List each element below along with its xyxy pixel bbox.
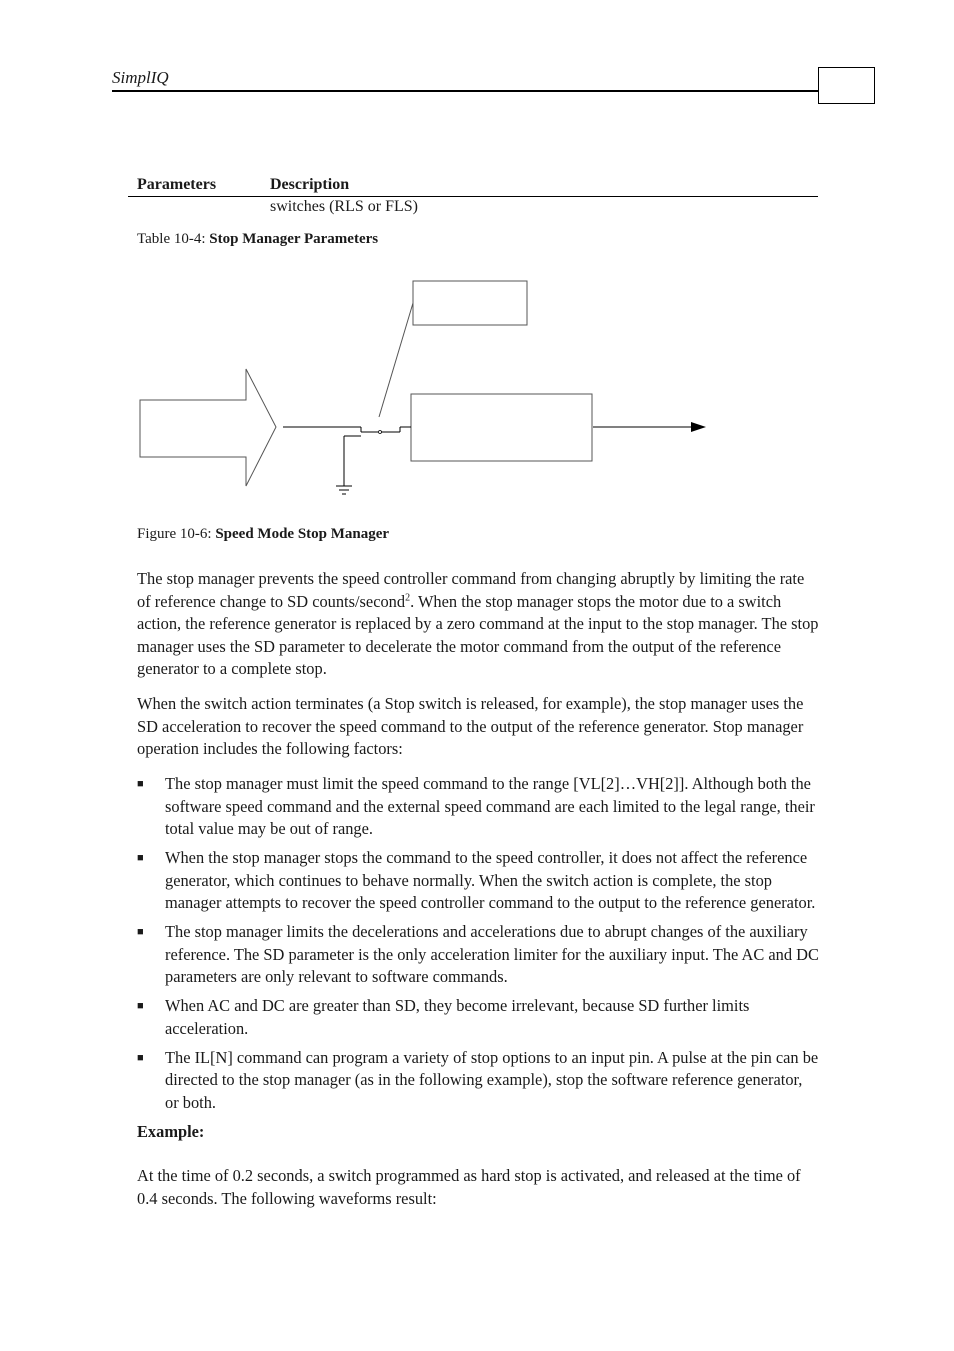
- bullet-icon: ■: [137, 1000, 144, 1012]
- table-caption: Table 10-4: Stop Manager Parameters: [137, 231, 379, 247]
- input-arrow-shape: [140, 369, 276, 486]
- page-number-box: [818, 67, 875, 104]
- bullet-icon: ■: [137, 1051, 144, 1064]
- table-header-description: Description: [270, 176, 350, 193]
- list-item: ■ When the stop manager stops the command to the speed controller, it does not affect the reference generator, which continues to behave normally. When the switch action is complete, the stop manager attempts to recover the speed controller command to the output to the reference generator.: [137, 848, 816, 912]
- paragraph-3: At the time of 0.2 seconds, a switch programmed as hard stop is activated, and released at the time of 0.4 seconds. The following waveforms result:: [137, 1166, 801, 1208]
- bullet-icon: ■: [137, 926, 144, 938]
- paragraph-1: The stop manager prevents the speed controller command from changing abruptly by limiting the rate of reference change to SD counts/second$^2$. When the stop manager stops the motor due to a switch action, the reference generator is replaced by a zero command at the input to the stop manager. The stop manager uses the SD parameter to decelerate the motor command from the output of the reference generator to a complete stop.: [137, 569, 819, 678]
- list-item: ■ The IL[N] command can program a variety of stop options to an input pin. A pulse at the pin can be directed to the stop manager (as in the following example), stop the software reference generator, or both.: [137, 1047, 819, 1112]
- bullet-icon: ■: [137, 778, 144, 790]
- header-rule: [112, 90, 819, 92]
- figure-caption: Figure 10-6: Speed Mode Stop Manager: [137, 526, 390, 542]
- body-text: [137, 568, 819, 1223]
- switch-label-box: [413, 281, 527, 325]
- example-label: Example:: [137, 1121, 205, 1141]
- paragraph-2: When the switch action terminates (a Stop switch is released, for example), the stop manager uses the SD acceleration to recover the speed command to the output of the reference generator. Stop manager operation includes the following factors:: [137, 694, 804, 758]
- table-header-parameters: Parameters: [137, 176, 217, 193]
- bullet-icon: ■: [137, 852, 144, 864]
- output-arrowhead: [691, 422, 706, 432]
- stop-manager-diagram: [130, 270, 730, 505]
- stop-manager-block: [411, 394, 592, 461]
- list-item: ■ The stop manager must limit the speed command to the range [VL[2]…VH[2]]. Although both the software speed command and the external speed command are each limited to the legal range, their total value may be out of range.: [137, 774, 815, 838]
- switch-pivot: [379, 431, 382, 434]
- switch-label-leader: [379, 303, 413, 417]
- table-cell-description: switches (RLS or FLS): [270, 198, 418, 215]
- list-item: ■ The stop manager limits the decelerations and accelerations due to abrupt changes of the auxiliary reference. The SD parameter is the only acceleration limiter for the auxiliary input. The AC and DC parameters are only relevant to software commands.: [137, 922, 819, 986]
- table-header-rule: [128, 196, 818, 197]
- factor-list: [137, 773, 819, 1114]
- list-item: ■ When AC and DC are greater than SD, they become irrelevant, because SD further limits acceleration.: [137, 996, 750, 1038]
- running-header-title: SimplIQ: [112, 68, 169, 87]
